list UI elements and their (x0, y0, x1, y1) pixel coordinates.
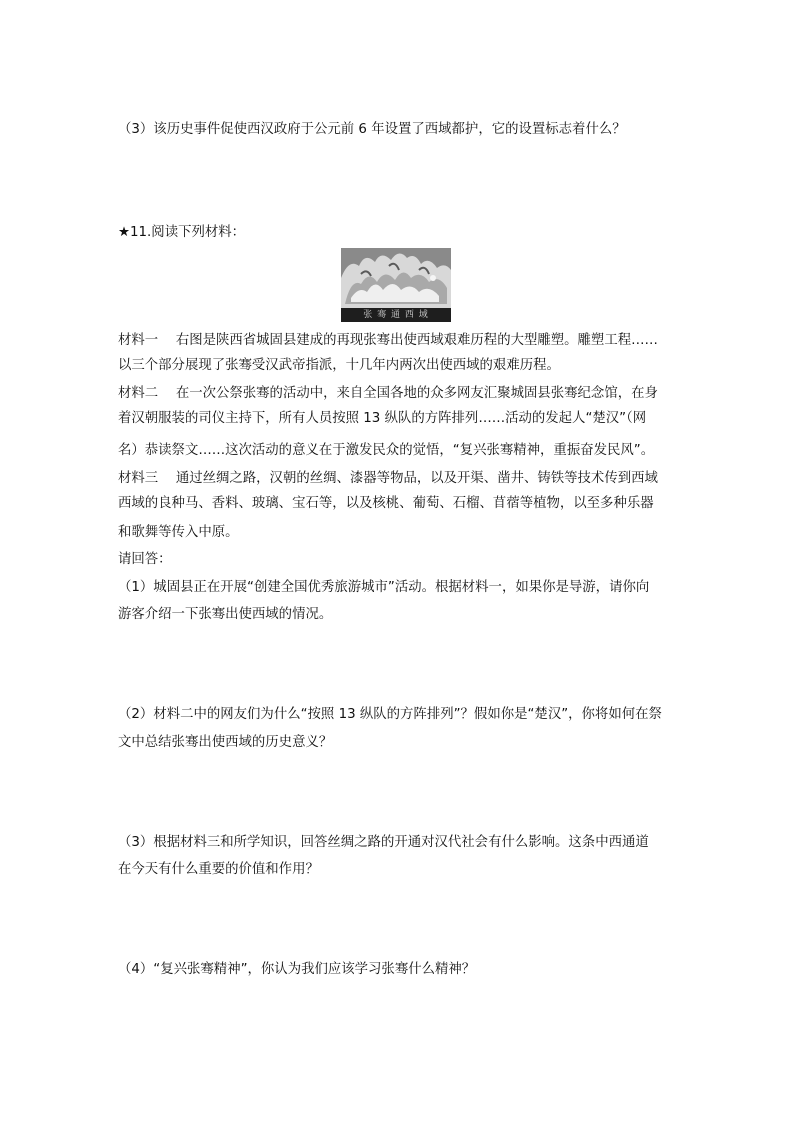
prev-question-3: （3）该历史事件促使西汉政府于公元前 6 年设置了西域都护，它的设置标志着什么？ (118, 122, 626, 137)
answer-prompt: 请回答： (118, 552, 172, 567)
material-3-line-3: 和歌舞等传入中原。 (118, 525, 239, 540)
material-2-line-2: 着汉朝服装的司仪主持下，所有人员按照 13 纵队的方阵排列……活动的发起人“楚汉”（网 (118, 411, 647, 426)
part-1-line-2: 游客介绍一下张骞出使西域的情况。 (118, 607, 333, 622)
question-11-title: ★11.阅读下列材料： (118, 225, 246, 240)
part-3-line-2: 在今天有什么重要的价值和作用？ (118, 862, 319, 877)
material-1-line-1: 材料一 右图是陕西省城固县建成的再现张骞出使西域艰难历程的大型雕塑。雕塑工程…… (118, 333, 658, 348)
part-2-line-1: （2）材料二中的网友们为什么“按照 13 纵队的方阵排列”？假如你是“楚汉”，你将如何在祭 (118, 707, 662, 722)
material-3-line-1: 材料三 通过丝绸之路，汉朝的丝绸、漆器等物品，以及开渠、凿井、铸铁等技术传到西域 (118, 471, 658, 486)
part-2-line-2: 文中总结张骞出使西域的历史意义？ (118, 735, 333, 750)
material-1-line-2: 以三个部分展现了张骞受汉武帝指派，十几年内两次出使西域的艰难历程。 (118, 358, 560, 373)
material-2-line-3: 名）恭读祭文……这次活动的意义在于激发民众的觉悟，“复兴张骞精神，重振奋发民风”。 (118, 443, 655, 458)
sculpture-caption: 张 骞 通 西 域 (363, 310, 429, 320)
part-4-line-1: （4）“复兴张骞精神”，你认为我们应该学习张骞什么精神？ (118, 962, 476, 977)
material-2-line-1: 材料二 在一次公祭张骞的活动中，来自全国各地的众多网友汇聚城固县张骞纪念馆，在身 (118, 386, 658, 401)
part-3-line-1: （3）根据材料三和所学知识，回答丝绸之路的开通对汉代社会有什么影响。这条中西通道 (118, 835, 649, 850)
part-1-line-1: （1）城固县正在开展“创建全国优秀旅游城市”活动。根据材料一，如果你是导游，请你向 (118, 580, 650, 595)
zhang-qian-sculpture-photo (341, 248, 451, 322)
material-3-line-2: 西域的良种马、香料、玻璃、宝石等，以及核桃、葡萄、石榴、苜蓿等植物，以至多种乐器 (118, 496, 654, 511)
